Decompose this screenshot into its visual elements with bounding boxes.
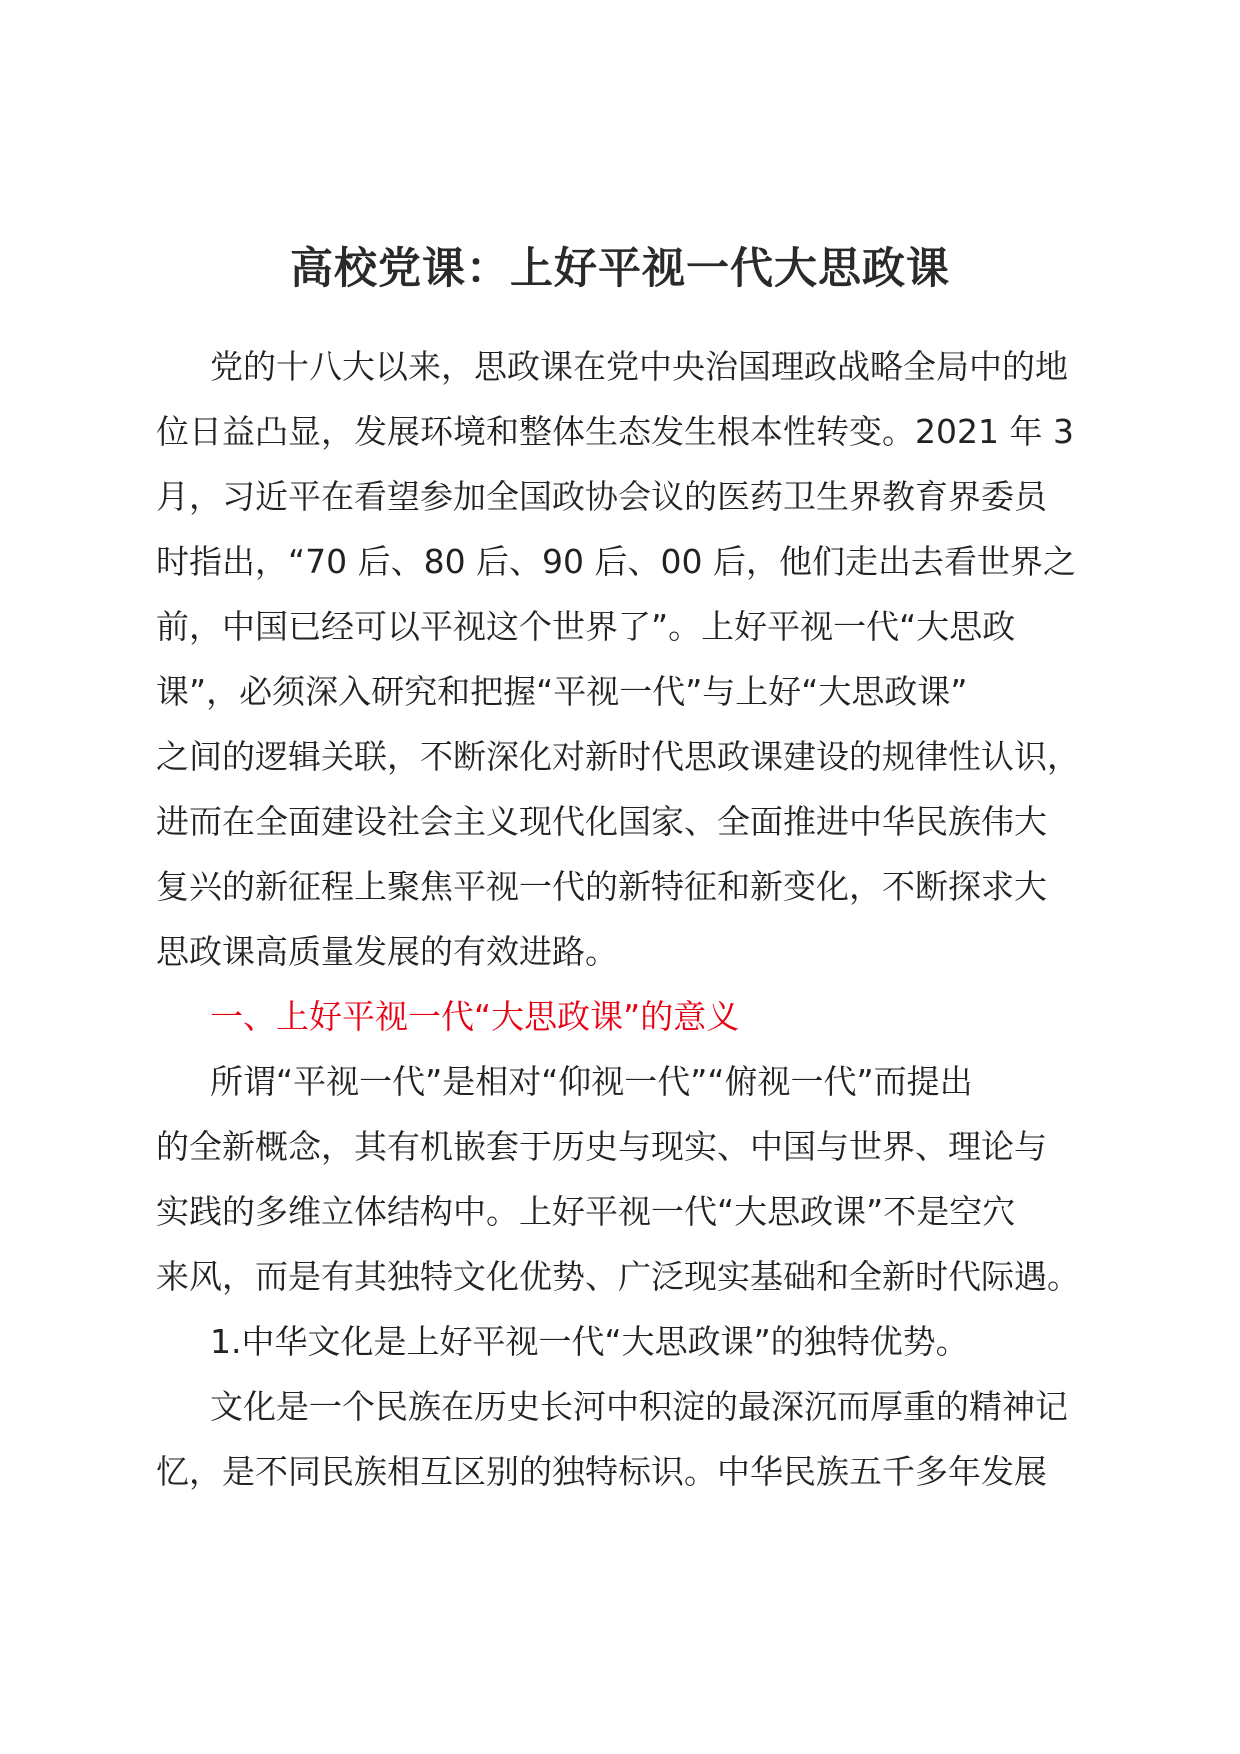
text-line: 进而在全面建设社会主义现代化国家、全面推进中华民族伟大 [156, 802, 1047, 841]
text-line: 之间的逻辑关联，不断深化对新时代思政课建设的规律性认识， [156, 737, 1080, 776]
text-line: 所谓“平视一代”是相对“仰视一代”“俯视一代”而提出 [210, 1062, 973, 1101]
text-line: 的全新概念，其有机嵌套于历史与现实、中国与世界、理论与 [156, 1127, 1047, 1166]
text-line: 党的十八大以来，思政课在党中央治国理政战略全局中的地 [210, 347, 1068, 386]
text-line: 忆，是不同民族相互区别的独特标识。中华民族五千多年发展 [156, 1452, 1047, 1491]
text-line: 课”，必须深入研究和把握“平视一代”与上好“大思政课” [156, 672, 968, 711]
subheading-text: 1.中华文化是上好平视一代“大思政课”的独特优势。 [210, 1322, 969, 1361]
subheading-1 [156, 1309, 1096, 1374]
text-line: 文化是一个民族在历史长河中积淀的最深沉而厚重的精神记 [210, 1387, 1068, 1426]
paragraph-intro [156, 334, 1096, 984]
text-line: 实践的多维立体结构中。上好平视一代“大思政课”不是空穴 [156, 1192, 1016, 1231]
document-title: 高校党课：上好平视一代大思政课 [290, 244, 950, 294]
paragraph-culture [156, 1374, 1096, 1504]
paragraph-definition [156, 1049, 1096, 1309]
text-line: 复兴的新征程上聚焦平视一代的新特征和新变化，不断探求大 [156, 867, 1047, 906]
text-line: 时指出，“70 后、80 后、90 后、00 后，他们走出去看世界之 [156, 542, 1077, 581]
text-line: 位日益凸显，发展环境和整体生态发生根本性转变。2021 年 3 [156, 412, 1074, 451]
document-body [156, 334, 1096, 1504]
text-line: 前，中国已经可以平视这个世界了”。上好平视一代“大思政 [156, 607, 1016, 646]
text-line: 月，习近平在看望参加全国政协会议的医药卫生界教育界委员 [156, 477, 1047, 516]
section-heading [156, 984, 1096, 1049]
text-line: 思政课高质量发展的有效进路。 [156, 932, 618, 971]
section-heading-text: 一、上好平视一代“大思政课”的意义 [210, 997, 740, 1036]
text-line: 来风，而是有其独特文化优势、广泛现实基础和全新时代际遇。 [156, 1257, 1080, 1296]
